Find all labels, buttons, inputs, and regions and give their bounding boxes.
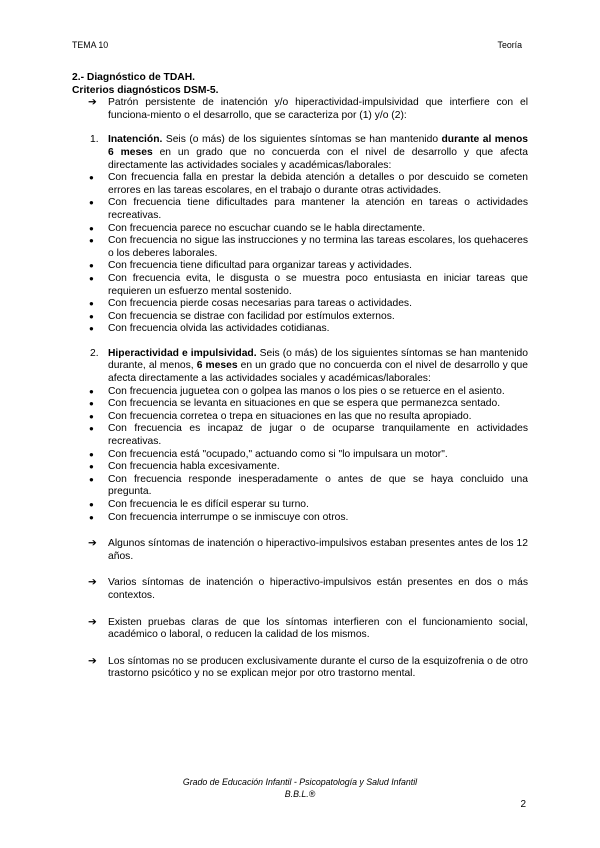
- bullet-icon: ●: [89, 449, 94, 459]
- bullet-icon: ●: [89, 474, 94, 484]
- bullet-icon: ●: [89, 500, 94, 509]
- list-item: ● Con frecuencia responde inesperadamente o antes de que se haya concluido una pregunta.: [89, 473, 528, 498]
- bullet-icon: ●: [89, 173, 94, 183]
- bullet-icon: ●: [89, 299, 94, 309]
- list-item: ● Con frecuencia corretea o trepa en situaciones en las que no resulta apropiado.: [89, 410, 472, 422]
- list-item: ● Con frecuencia juguetea con o golpea las manos o los pies o se retuerce en el asiento.: [89, 385, 505, 397]
- bullet-icon: ●: [89, 386, 94, 396]
- extra-criterion: ➔ Los síntomas no se producen exclusivamente durante el curso de la esquizofrenia o de otro trastorno psicótico y no se explican mejor por otro trastorno mental.: [88, 655, 528, 680]
- bullet-icon: ●: [89, 411, 94, 421]
- list-item: ● Con frecuencia interrumpe o se inmiscuye con otros.: [89, 511, 349, 523]
- list-item: ● Con frecuencia falla en prestar la debida atención a detalles o por descuido se cometen errores en las tareas escolares, en el trabajo o durante otras actividades.: [89, 172, 528, 196]
- criterion-1-heading: 1. Inatención. Seis (o más) de los siguientes síntomas se han mantenido durante al menos 6 meses en un grado que no concuerda con el nivel de desarrollo y que afecta directamente las actividades sociales y académicas/laborales:: [90, 134, 528, 171]
- list-item: ● Con frecuencia es incapaz de jugar o de ocuparse tranquilamente en actividades recreativas.: [89, 423, 528, 448]
- bullet-icon: ●: [89, 424, 94, 434]
- list-item: ● Con frecuencia tiene dificultades para mantener la atención en tareas o actividades recreativas.: [89, 197, 528, 221]
- list-item: ● Con frecuencia parece no escuchar cuando se le habla directamente.: [89, 222, 426, 234]
- criterion-2-list: [72, 386, 528, 525]
- bullet-icon: ●: [89, 311, 94, 321]
- list-item: ● Con frecuencia no sigue las instrucciones y no termina las tareas escolares, los quehaceres o los deberes laborales.: [89, 235, 528, 259]
- bullet-icon: ●: [89, 512, 94, 522]
- list-item: ● Con frecuencia pierde cosas necesarias para tareas o actividades.: [89, 298, 412, 310]
- bullet-icon: ●: [89, 399, 94, 409]
- footer-author: B.B.L.®: [284, 789, 316, 799]
- extra-criterion: ➔ Algunos síntomas de inatención o hiperactivo-impulsivos estaban presentes antes de los 12 años.: [88, 538, 528, 562]
- bullet-icon: ●: [89, 261, 94, 271]
- header-tema: TEMA 10: [72, 40, 109, 50]
- header-section: Teoría: [497, 40, 522, 50]
- arrow-icon: ➔: [88, 538, 97, 550]
- document-body: [72, 72, 528, 681]
- section-title: 2.- Diagnóstico de TDAH.: [72, 72, 195, 83]
- list-item: ● Con frecuencia se levanta en situaciones en que se espera que permanezca sentado.: [89, 398, 501, 410]
- list-item: ● Con frecuencia le es difícil esperar su turno.: [89, 499, 309, 510]
- arrow-icon: ➔: [88, 97, 97, 109]
- criterion-1-list: [72, 172, 528, 336]
- extra-criterion: ➔ Existen pruebas claras de que los síntomas interfieren con el funcionamiento social, académico o laboral, o reducen la calidad de los mismos.: [88, 616, 528, 641]
- bullet-icon: ●: [89, 324, 94, 334]
- criterion-2-heading: 2. Hiperactividad e impulsividad. Seis (o más) de los siguientes síntomas se han mantenido durante, al menos, 6 meses en un grado que no concuerda con el nivel de desarrollo y que afecta directamente a las actividades sociales y académicas/laborales:: [90, 347, 528, 385]
- bullet-icon: ●: [89, 223, 94, 233]
- arrow-icon: ➔: [88, 655, 97, 667]
- list-item: ● Con frecuencia olvida las actividades cotidianas.: [89, 323, 330, 335]
- arrow-icon: ➔: [88, 577, 97, 589]
- bullet-icon: ●: [89, 236, 94, 246]
- bullet-icon: ●: [89, 273, 94, 283]
- bullet-icon: ●: [89, 462, 94, 472]
- bullet-icon: ●: [89, 198, 94, 208]
- arrow-icon: ➔: [88, 616, 97, 628]
- extra-criterion: ➔ Varios síntomas de inatención o hiperactivo-impulsivos están presentes en dos o más contextos.: [88, 577, 528, 601]
- list-item: ● Con frecuencia tiene dificultad para organizar tareas y actividades.: [89, 260, 412, 272]
- footer-course: Grado de Educación Infantil - Psicopatología y Salud Infantil: [182, 777, 418, 787]
- list-item: ● Con frecuencia está "ocupado," actuando como si "lo impulsara un motor".: [89, 448, 448, 460]
- list-item: ● Con frecuencia se distrae con facilidad por estímulos externos.: [89, 310, 395, 322]
- section-subtitle: Criterios diagnósticos DSM-5.: [72, 84, 219, 96]
- intro-paragraph: ➔ Patrón persistente de inatención y/o hiperactividad-impulsividad que interfiere con el funciona-miento o el desarrollo, que se caracteriza por (1) y/o (2):: [88, 97, 528, 121]
- list-item: ● Con frecuencia habla excesivamente.: [89, 461, 280, 473]
- page-number: 2: [520, 799, 526, 810]
- list-item: ● Con frecuencia evita, le disgusta o se muestra poco entusiasta en iniciar tareas que requieren un esfuerzo mental sostenido.: [89, 272, 528, 297]
